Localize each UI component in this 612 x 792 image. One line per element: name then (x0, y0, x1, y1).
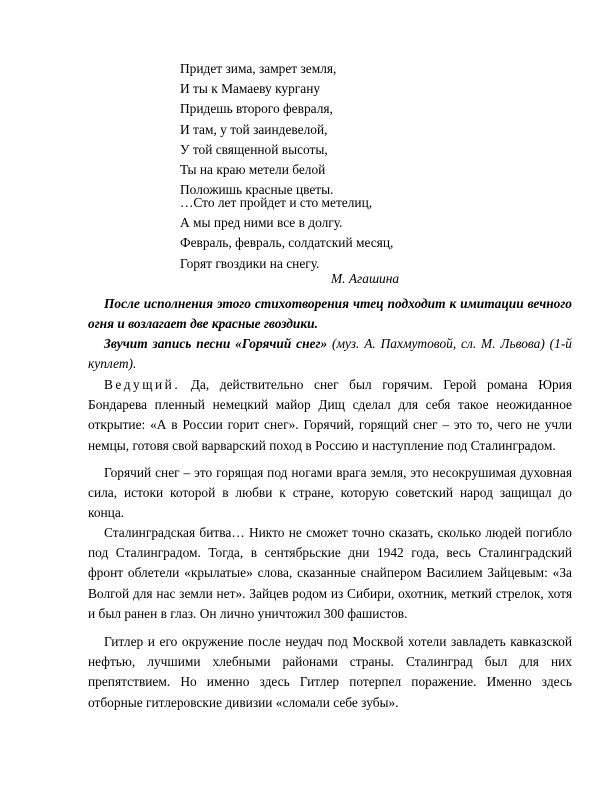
stage-direction-2 (88, 334, 572, 374)
poem-stanza-1 (180, 59, 336, 200)
poem-line: Ты на краю метели белой (180, 162, 326, 178)
body-paragraph-2: Горячий снег – это горящая под ногами врага земля, это несокрушимая духовная сила, истоки которой в любви к стране, которую советский народ защищал до конца. (88, 465, 572, 521)
poem-line: Горят гвоздики на снегу. (180, 255, 320, 271)
poem-line: Положишь красные цветы. (180, 182, 334, 198)
poem-stanza-2 (180, 193, 393, 274)
poem-line: А мы пред ними все в долгу. (180, 215, 343, 231)
body-paragraph-3: Сталинградская битва… Никто не сможет точно сказать, сколько людей погибло под Сталинградом. Тогда, в сентябрьские дни 1942 года, весь Сталинградский фронт облетели «крылатые» слова, сказанные снайпером Василием Зайцевым: «За Волгой для нас земли нет». Зайцев родом из Сибири, охотник, меткий стрелок, хотя и был ранен в глаз. Он лично уничтожил 300 фашистов. (88, 525, 572, 621)
body-paragraph-4: Гитлер и его окружение после неудач под Москвой хотели завладеть кавказской нефтью, лучшими хлебными районами страны. Сталинград был для них препятствием. Но именно здесь Гитлер потерпел поражение. Именно здесь отборные гитлеровские дивизии «сломали себе зубы». (88, 634, 572, 710)
poem-line: Придет зима, замрет земля, (180, 61, 337, 76)
poem-line: …Сто лет пройдет и сто метелиц, (180, 195, 373, 210)
poem-line: У той священной высоты, (180, 141, 328, 157)
paragraph-text: Да, действительно снег был горячим. Герой романа Юрия Бондарева пленный немецкий майор Дищ сделал для себя такое неожиданное открытие: «А в России горит снег». Горячий, горящий снег – это то, чего не учли немцы, готовя свой варварский поход в Россию и наступление под Сталинградом. (88, 377, 572, 453)
poem-author: М. Агашина (331, 271, 400, 286)
speaker-label: Ведущий. (104, 377, 181, 392)
poem-line: И ты к Мамаеву кургану (180, 81, 321, 97)
poem-line: Придешь второго февраля, (180, 101, 333, 117)
stage-direction-lead: Звучит запись песни «Горячий снег» (104, 336, 333, 351)
stage-direction-1: После исполнения этого стихотворения чтец подходит к имитации вечного огня и возлагает две красные гвоздики. (88, 296, 572, 332)
poem-line: Февраль, февраль, солдатский месяц, (180, 235, 394, 251)
poem-line: И там, у той заиндевелой, (180, 121, 328, 137)
song-credit: (муз. А. Пахмутовой, сл. М. Львова) (1-й куплет). (88, 336, 572, 372)
body-paragraph-1 (88, 375, 572, 456)
